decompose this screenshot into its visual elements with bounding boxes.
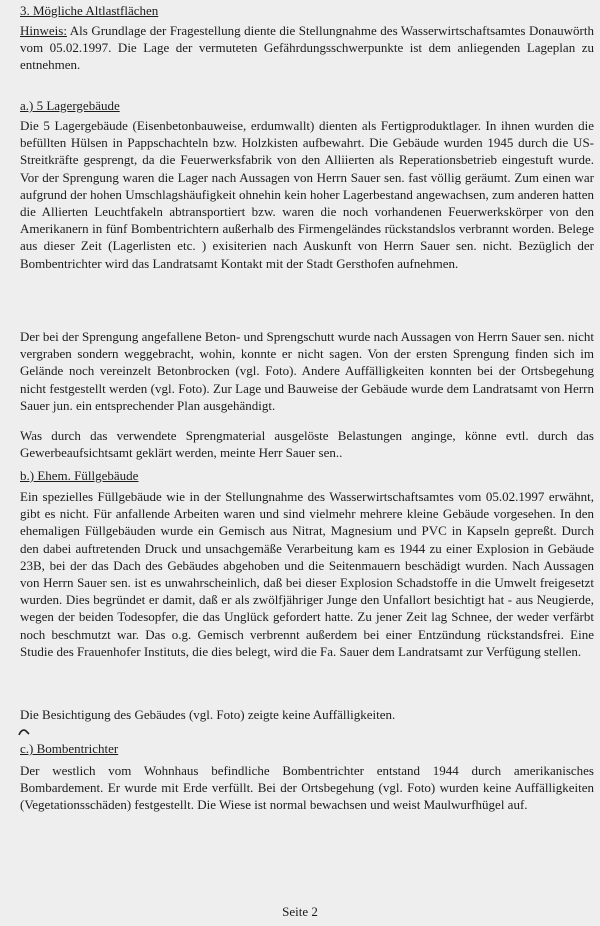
handwritten-mark	[18, 728, 30, 736]
section-heading: 3. Mögliche Altlastflächen	[20, 3, 159, 18]
hint-paragraph	[20, 22, 594, 74]
subsection-heading-a: a.) 5 Lagergebäude	[20, 98, 120, 113]
paragraph-a3: Was durch das verwendete Sprengmaterial ausgelöste Belastungen anginge, könne evtl. durch das Gewerbeaufsichtsamt geklärt werden, meinte Herr Sauer sen..	[20, 428, 594, 461]
paragraph-b2: Die Besichtigung des Gebäudes (vgl. Foto) zeigte keine Auffälligkeiten.	[20, 707, 396, 722]
paragraph-b1: Ein spezielles Füllgebäude wie in der Stellungnahme des Wasserwirtschaftsamtes vom 05.02.1997 erwähnt, gibt es nicht. Für anfallende Arbeiten waren und sind vielmehr mehrere kleine Gebäude vorgesehen. In den ehemaligen Füllgebäuden wurde ein Gemisch aus Nitrat, Magnesium und PVC in Kapseln gepreßt. Durch den dabei auftretenden Druck und unsachgemäße Verarbeitung kam es 1944 zu einer Explosion in Gebäude 23B, bei der das Dach des Gebäudes abgehoben und die Seitenmauern beschädigt wurden. Nach Aussagen von Herrn Sauer sen. ist es unwahrscheinlich, daß bei dieser Explosion Schadstoffe in die Umwelt freigesetzt wurden. Dies begründet er damit, daß er als zwölfjähriger Junge den Unfallort besichtigt hat - aus Neugierde, wegen der beiden Todesopfer, die das Unglück gefordert hatte. Zu jener Zeit lag Schnee, der weder verfärbt noch beschmutzt war. Das o.g. Gemisch verbrennt außerdem bei einer Entzündung rückstandsfrei. Eine Studie des Frauenhofer Instituts, die dies belegt, wird die Fa. Sauer dem Landratsamt zur Verfügung stellen.	[20, 489, 594, 659]
paragraph-a1: Die 5 Lagergebäude (Eisenbetonbauweise, erdumwallt) dienten als Fertigproduktlager. In ihnen wurden die befüllten Hülsen in Pappschachteln bzw. Holzkisten aufbewahrt. Die Gebäude wurden 1945 durch die US-Streitkräfte gesprengt, da die Feuerwerksfabrik von den Alliierten als Reperationsbetrieb eingestuft wurde. Vor der Sprengung waren die Lager nach Aussagen von Herrn Sauer sen. fast völlig geräumt. Zum einen war aufgrund der hohen Umschlagshäufigkeit ohnehin kein hoher Lagerbestand angewachsen, zum anderen hatten die Allierten Leuchtfakeln abtransportiert bzw. waren die noch vorhandenen Feuerwerkskörper von den Amerikanern in fünf Bombentrichtern außerhalb des Firmengeländes rückstandslos verbrannt worden. Belege aus dieser Zeit (Lagerlisten etc. ) exisiterien nach Auskunft von Herrn Sauer sen. nicht. Bezüglich der Bombentrichter wird das Landratsamt Kontakt mit der Stadt Gersthofen aufnehmen.	[20, 118, 594, 271]
subsection-heading-b: b.) Ehem. Füllgebäude	[20, 468, 139, 483]
subsection-heading-c: c.) Bombentrichter	[20, 741, 119, 756]
paragraph-a2: Der bei der Sprengung angefallene Beton- und Sprengschutt wurde nach Aussagen von Herrn Sauer sen. nicht vergraben sondern weggebracht, wohin, konnte er nicht sagen. Von der ersten Sprengung finden sich im Gelände noch vereinzelt Betonbrocken (vgl. Foto). Andere Auffälligkeiten konnten bei der Ortsbegehung nicht festgestellt werden (vgl. Foto). Zur Lage und Bauweise der Gebäude wurde dem Landratsamt von Herrn Sauer jun. ein entsprechender Plan ausgehändigt.	[20, 329, 594, 413]
hint-text: Als Grundlage der Fragestellung diente die Stellungnahme des Wasserwirtschaftsamtes Donauwörth vom 05.02.1997. Die Lage der vermuteten Gefährdungsschwerpunkte ist dem anliegenden Lageplan zu entnehmen.	[20, 23, 594, 73]
paragraph-c1: Der westlich vom Wohnhaus befindliche Bombentrichter entstand 1944 durch amerikanisches Bombardement. Er wurde mit Erde verfüllt. Bei der Ortsbegehung (vgl. Foto) wurden keine Auffälligkeiten (Vegetationsschäden) festgestellt. Die Wiese ist normal bewachsen und weist Maulwurfhügel auf.	[20, 763, 594, 813]
page-number: Seite 2	[282, 904, 318, 919]
hint-label: Hinweis:	[20, 23, 67, 38]
